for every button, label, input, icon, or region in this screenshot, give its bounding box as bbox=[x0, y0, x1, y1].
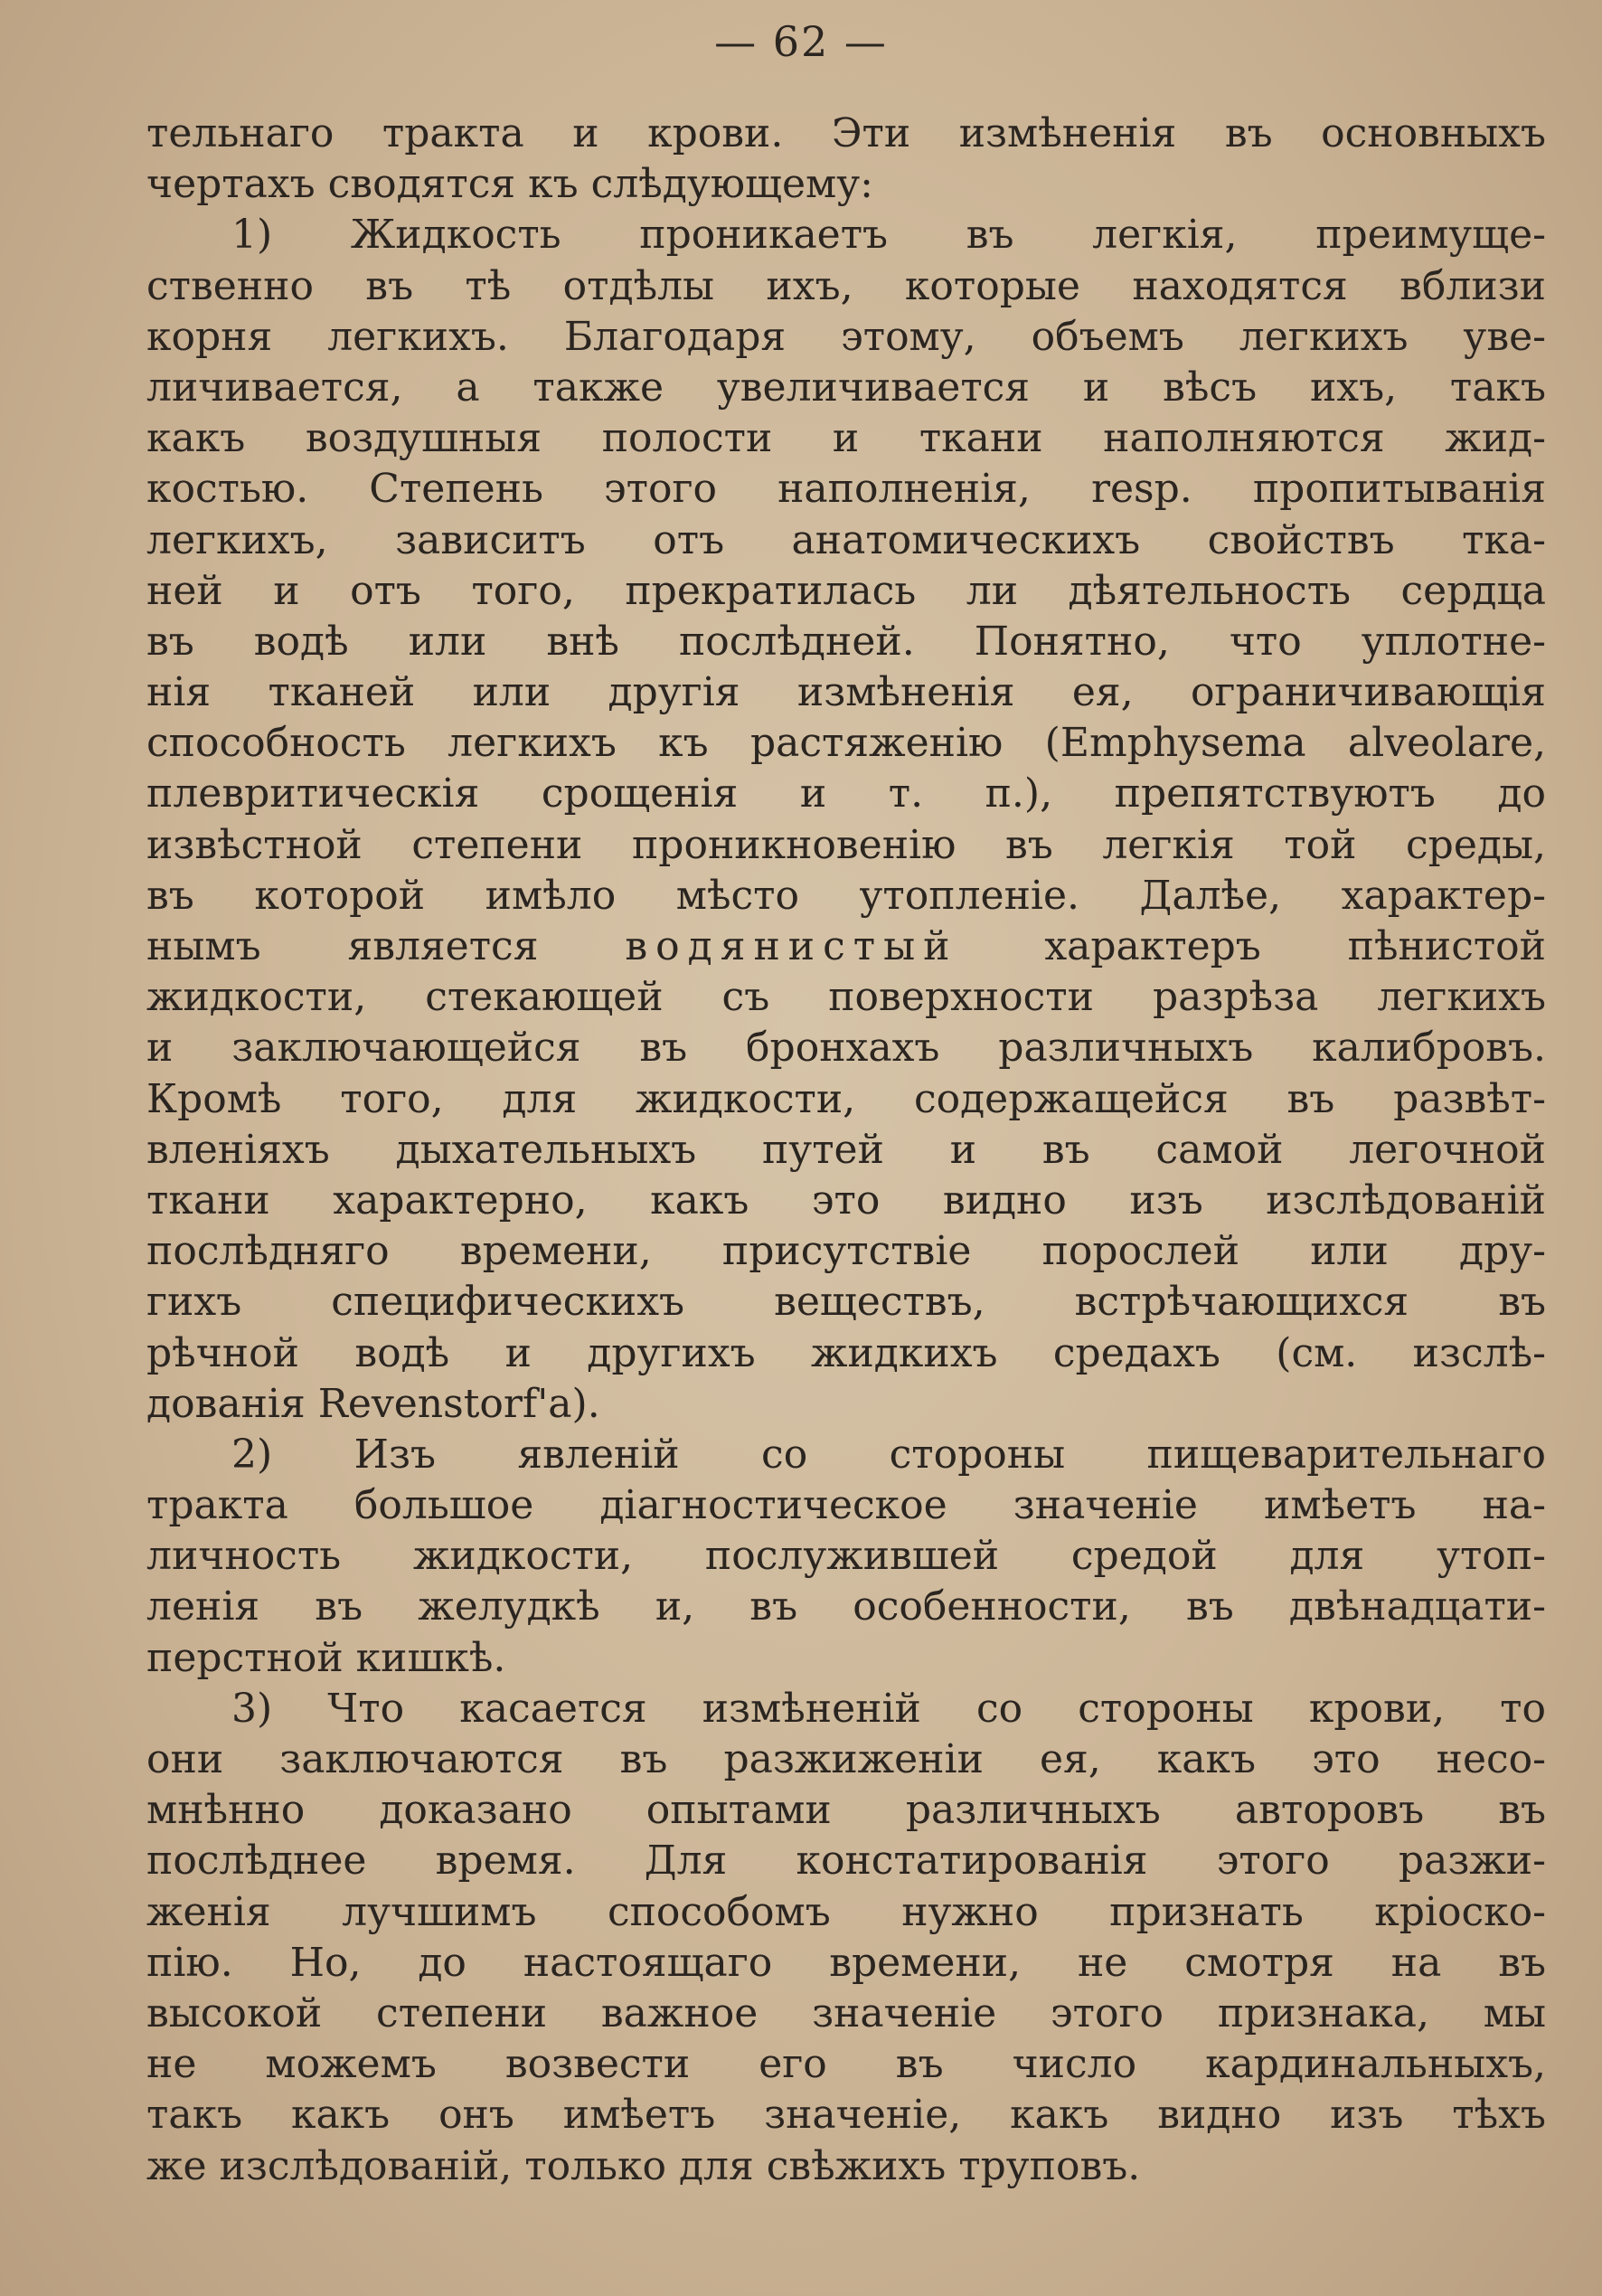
page-body-text bbox=[146, 109, 1546, 2192]
text-line: и заключающейся въ бронхахъ различныхъ калибровъ. bbox=[146, 1025, 1546, 1072]
text-line: рѣчной водѣ и другихъ жидкихъ средахъ (см. изслѣ- bbox=[146, 1329, 1546, 1376]
text-line: личивается, а также увеличивается и вѣсъ ихъ, такъ bbox=[146, 364, 1546, 411]
text-line: такъ какъ онъ имѣетъ значеніе, какъ видно изъ тѣхъ bbox=[146, 2092, 1546, 2139]
text-line: чертахъ сводятся къ слѣдующему: bbox=[146, 161, 873, 208]
text-line: же изслѣдованій, только для свѣжихъ труповъ. bbox=[146, 2142, 1141, 2189]
text-line: не можемъ возвести его въ число кардинальныхъ, bbox=[146, 2041, 1546, 2088]
text-segment: нымъ является bbox=[146, 923, 626, 969]
text-line: женія лучшимъ способомъ нужно признать кріоско- bbox=[146, 1888, 1546, 1935]
text-line: высокой степени важное значеніе этого признака, мы bbox=[146, 1989, 1546, 2036]
text-line: ней и отъ того, прекратилась ли дѣятельность сердца bbox=[146, 567, 1546, 614]
text-line: способность легкихъ къ растяженію (Emphysema alveolare, bbox=[146, 720, 1546, 767]
text-line: вленіяхъ дыхательныхъ путей и въ самой легочной bbox=[146, 1126, 1546, 1173]
text-line: въ которой имѣло мѣсто утопленіе. Далѣе, характер- bbox=[146, 872, 1546, 919]
text-line: легкихъ, зависитъ отъ анатомическихъ свойствъ тка- bbox=[146, 516, 1546, 563]
text-line: Кромѣ того, для жидкости, содержащейся въ развѣт- bbox=[146, 1075, 1546, 1122]
text-line: какъ воздушныя полости и ткани наполняются жид- bbox=[146, 415, 1546, 462]
text-line: послѣднее время. Для констатированія этого разжи- bbox=[146, 1838, 1546, 1885]
text-line: костью. Степень этого наполненія, resp. пропитыванія bbox=[146, 466, 1546, 513]
text-line: 2) Изъ явленій со стороны пищеварительнаго bbox=[231, 1431, 1546, 1478]
text-line: тельнаго тракта и крови. Эти измѣненія въ основныхъ bbox=[146, 110, 1546, 156]
text-line bbox=[146, 921, 1546, 972]
text-segment: характеръ пѣнистой bbox=[957, 923, 1546, 969]
text-line: нія тканей или другія измѣненія ея, ограничивающія bbox=[146, 669, 1546, 716]
text-line: 1) Жидкость проникаетъ въ легкія, преимуще- bbox=[231, 212, 1546, 259]
page-number: — 62 — bbox=[714, 17, 888, 66]
text-line: перстной кишкѣ. bbox=[146, 1634, 506, 1681]
text-line: мнѣнно доказано опытами различныхъ авторовъ въ bbox=[146, 1787, 1546, 1834]
text-line: личность жидкости, послужившей средой для утоп- bbox=[146, 1533, 1546, 1580]
text-line: извѣстной степени проникновенію въ легкія той среды, bbox=[146, 821, 1546, 868]
text-line: ственно въ тѣ отдѣлы ихъ, которые находятся вблизи bbox=[146, 262, 1546, 309]
text-line: тракта большое діагностическое значеніе имѣетъ на- bbox=[146, 1482, 1546, 1529]
text-line: ленія въ желудкѣ и, въ особенности, въ двѣнадцати- bbox=[146, 1583, 1546, 1630]
text-line: пію. Но, до настоящаго времени, не смотря на въ bbox=[146, 1939, 1546, 1986]
text-line: плевритическія срощенія и т. п.), препятствуютъ до bbox=[146, 770, 1546, 817]
text-line: корня легкихъ. Благодаря этому, объемъ легкихъ уве- bbox=[146, 313, 1546, 360]
text-line: ткани характерно, какъ это видно изъ изслѣдованій bbox=[146, 1176, 1546, 1224]
text-line: они заключаются въ разжиженіи ея, какъ это несо- bbox=[146, 1736, 1546, 1782]
text-line: 3) Что касается измѣненій со стороны крови, то bbox=[231, 1685, 1546, 1732]
spaced-emphasis: водянистый bbox=[625, 923, 958, 969]
text-line: гихъ специфическихъ веществъ, встрѣчающихся въ bbox=[146, 1279, 1546, 1326]
text-line: въ водѣ или внѣ послѣдней. Понятно, что уплотне- bbox=[146, 618, 1546, 665]
text-line: дованія Revenstorf'а). bbox=[146, 1380, 600, 1427]
text-line: послѣдняго времени, присутствіе порослей или дру- bbox=[146, 1228, 1546, 1275]
text-line: жидкости, стекающей съ поверхности разрѣза легкихъ bbox=[146, 974, 1546, 1021]
